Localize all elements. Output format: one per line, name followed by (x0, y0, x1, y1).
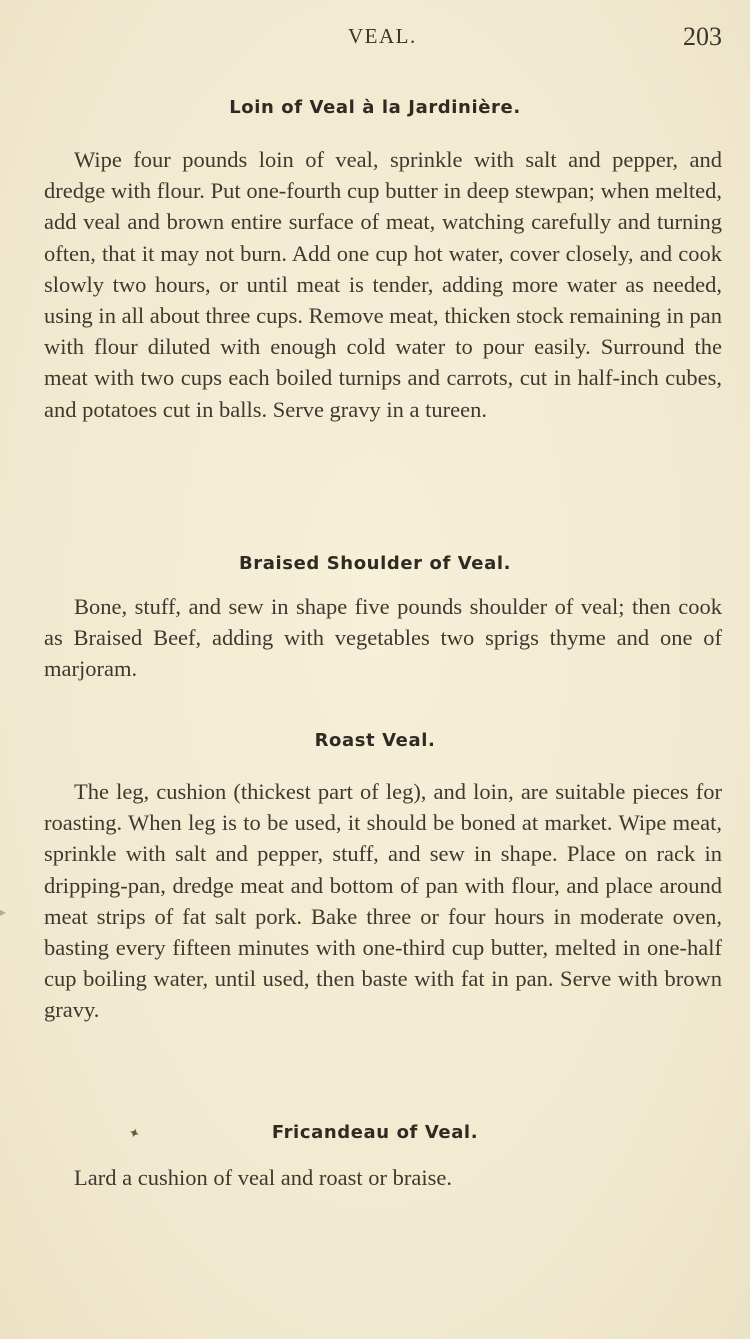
running-head: VEAL. (348, 24, 417, 48)
page-edge-mark-icon: ▸ (0, 905, 7, 919)
section-body-fricandeau: Lard a cushion of veal and roast or braise. (74, 1165, 452, 1190)
page-number: 203 (683, 22, 722, 51)
section-heading-fricandeau: Fricandeau of Veal. (271, 1122, 479, 1143)
section-heading-braised-shoulder: Braised Shoulder of Veal. (238, 553, 512, 574)
section-body-loin-of-veal: Wipe four pounds loin of veal, sprinkle with salt and pepper, and dredge with flour. Put one-fourth cup butter in deep stewpan; when melted, add veal and brown entire surface of meat, watching carefully and turning often, that it may not burn. Add one cup hot water, cover closely, and cook slowly two hours, or until meat is tender, adding more water as needed, using in all about three cups. Remove meat, thicken stock remaining in pan with flour diluted with enough cold water to pour easily. Surround the meat with two cups each boiled turnips and carrots, cut in half-inch cubes, and potatoes cut in balls. Serve gravy in a tureen. (44, 147, 722, 422)
section-body-braised-shoulder: Bone, stuff, and sew in shape five pounds shoulder of veal; then cook as Braised Beef, adding with vegetables two sprigs thyme and one of marjoram. (44, 594, 722, 682)
section-body-roast-veal: The leg, cushion (thickest part of leg), and loin, are suitable pieces for roasting. When leg is to be used, it should be boned at market. Wipe meat, sprinkle with salt and pepper, stuff, and sew in shape. Place on rack in dripping-pan, dredge meat and bottom of pan with flour, and place around meat strips of fat salt pork. Bake three or four hours in moderate oven, basting every fifteen minutes with one-third cup butter, melted in one-half cup boiling water, until used, then baste with fat in pan. Serve with brown gravy. (44, 779, 722, 1023)
section-heading-loin-of-veal: Loin of Veal à la Jardinière. (229, 97, 521, 118)
ink-speck-icon: ✦ (125, 1125, 142, 1144)
section-heading-roast-veal: Roast Veal. (314, 730, 436, 751)
